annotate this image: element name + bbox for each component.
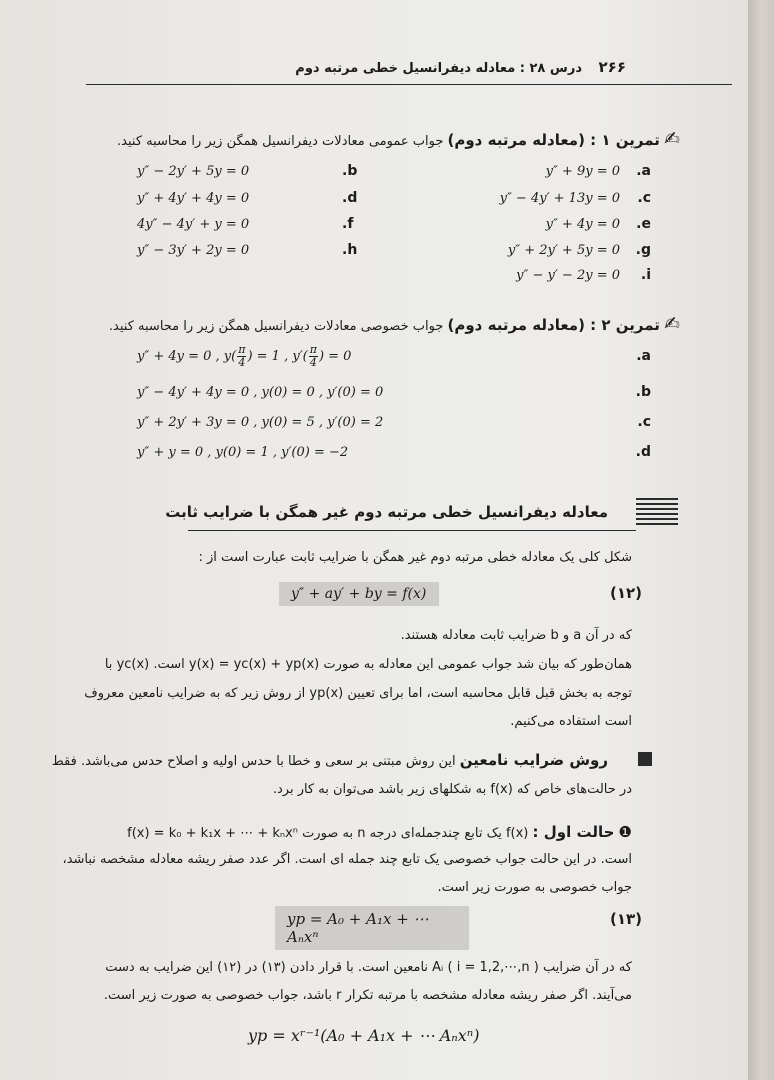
paragraph-general-3: است استفاده می‌کنیم.	[510, 714, 632, 729]
ex2-eq-a: y″ + 4y = 0 , y( π 4 ) = 1 , y′( π 4 ) = 0	[137, 343, 352, 369]
fraction-pi-over-4: π 4	[309, 343, 317, 369]
exercise-1-heading	[117, 128, 680, 150]
ex2-label-a: .a	[636, 348, 651, 364]
case-1-marker: ❶	[618, 823, 632, 841]
case-1-line-1: ❶ حالت اول : f(x) یک تابع چندجمله‌ای درجه n به صورت f(x) = k₀ + k₁x + ⋯ + kₙxⁿ	[127, 823, 632, 841]
header-rule	[86, 84, 732, 85]
ex1-eq-c: y″ − 4y′ + 13y = 0	[499, 191, 620, 206]
section-heading-stripes	[636, 498, 678, 526]
ex1-label-c: .c	[637, 190, 651, 206]
paragraph-coefficients-1: که در آن ضرایب Aᵢ ( i = 1,2,⋯,n ) نامعین است. با قرار دادن (۱۳) در (۱۲) این ضرایب به دست	[105, 960, 632, 975]
ex1-label-e: .e	[636, 216, 651, 232]
ex1-label-f: .f	[342, 216, 354, 232]
equation-13: yp = A₀ + A₁x + ⋯ Aₙxⁿ	[275, 906, 469, 950]
ex1-label-i: .i	[640, 267, 651, 283]
ex1-label-g: .g	[635, 242, 651, 258]
pencil-icon: ✍	[664, 313, 680, 335]
ex1-eq-h: y″ − 3y′ + 2y = 0	[137, 243, 250, 258]
ex1-eq-i: y″ − y′ − 2y = 0	[516, 268, 620, 283]
equation-12-number: (۱۲)	[610, 584, 643, 602]
page-number: ۲۶۶	[598, 58, 626, 76]
case-1-line-3: جواب خصوصی به صورت زیر است.	[437, 880, 632, 895]
ex1-eq-b: y″ − 2y′ + 5y = 0	[137, 164, 250, 179]
fraction-pi-over-4: π 4	[238, 343, 246, 369]
method-line-1: روش ضرایب نامعین این روش مبتنی بر سعی و خطا با حدس اولیه و اصلاح حدس می‌باشد. فقط	[51, 751, 608, 769]
exercise-1-title: تمرین ۱ : (معادله مرتبه دوم)	[447, 131, 660, 149]
equation-13-number: (۱۳)	[610, 910, 643, 928]
ex2-eq-d: y″ + y = 0 , y(0) = 1 , y′(0) = −2	[137, 445, 349, 460]
ex1-label-h: .h	[342, 242, 358, 258]
pencil-icon: ✍	[664, 128, 680, 150]
ex1-label-b: .b	[342, 163, 358, 179]
method-line-2: در حالت‌های خاص که f(x) به شکلهای زیر باشد می‌توان به کار برد.	[272, 782, 632, 797]
section-intro: شکل کلی یک معادله خطی مرتبه دوم غیر همگن با ضرایب ثابت عبارت است از :	[198, 550, 632, 565]
ex1-eq-f: 4y″ − 4y′ + y = 0	[137, 217, 250, 232]
ex2-eq-c: y″ + 2y′ + 3y = 0 , y(0) = 5 , y′(0) = 2	[137, 415, 384, 430]
ex2-label-d: .d	[635, 444, 651, 460]
ex1-label-a: .a	[636, 163, 651, 179]
exercise-2-title: تمرین ۲ : (معادله مرتبه دوم)	[447, 316, 660, 334]
method-square-bullet	[638, 752, 652, 766]
case-1-title: حالت اول :	[532, 823, 615, 841]
page-header	[295, 58, 626, 76]
equation-12: y″ + ay′ + by = f(x)	[279, 582, 439, 606]
paragraph-general-2: توجه به بخش قبل قابل محاسبه است، اما برای تعیین yp(x) از روش زیر که به ضرایب نامعین معروف	[84, 686, 632, 701]
paragraph-constants: که در آن a و b ضرایب ثابت معادله هستند.	[400, 628, 632, 643]
lesson-title: درس ۲۸ : معادله دیفرانسیل خطی مرتبه دوم	[295, 61, 582, 76]
case-1-line-2: است. در این حالت جواب خصوصی یک تابع چند جمله ای است. اگر عدد صفر ریشه معادله مشخصه نباشد،	[62, 852, 632, 867]
ex2-label-c: .c	[637, 414, 651, 430]
ex1-eq-d: y″ + 4y′ + 4y = 0	[137, 191, 250, 206]
ex1-eq-a: y″ + 9y = 0	[545, 164, 620, 179]
ex1-label-d: .d	[342, 190, 358, 206]
ex1-eq-e: y″ + 4y = 0	[545, 217, 620, 232]
paragraph-general-1: همان‌طور که بیان شد جواب عمومی این معادله به صورت y(x) = yc(x) + yp(x) است. yc(x) با	[104, 657, 632, 672]
equation-final: yp = xʳ⁻¹(A₀ + A₁x + ⋯ Aₙxⁿ)	[248, 1026, 480, 1045]
paragraph-coefficients-2: می‌آیند. اگر صفر ریشه معادله مشخصه با مرتبه تکرار r باشد، جواب خصوصی به صورت زیر است.	[103, 988, 632, 1003]
ex2-eq-b: y″ − 4y′ + 4y = 0 , y(0) = 0 , y′(0) = 0	[137, 385, 384, 400]
page-edge	[748, 0, 774, 1080]
section-heading-rule	[188, 530, 636, 531]
exercise-2-heading	[109, 313, 680, 335]
exercise-2-instruction: جواب خصوصی معادلات دیفرانسیل همگن زیر را محاسبه کنید.	[108, 319, 444, 334]
method-title: روش ضرایب نامعین	[459, 751, 608, 769]
exercise-1-instruction: جواب عمومی معادلات دیفرانسیل همگن زیر را محاسبه کنید.	[117, 134, 444, 149]
ex1-eq-g: y″ + 2y′ + 5y = 0	[507, 243, 620, 258]
section-heading: معادله دیفرانسیل خطی مرتبه دوم غیر همگن با ضرایب ثابت	[165, 503, 608, 521]
ex2-label-b: .b	[635, 384, 651, 400]
